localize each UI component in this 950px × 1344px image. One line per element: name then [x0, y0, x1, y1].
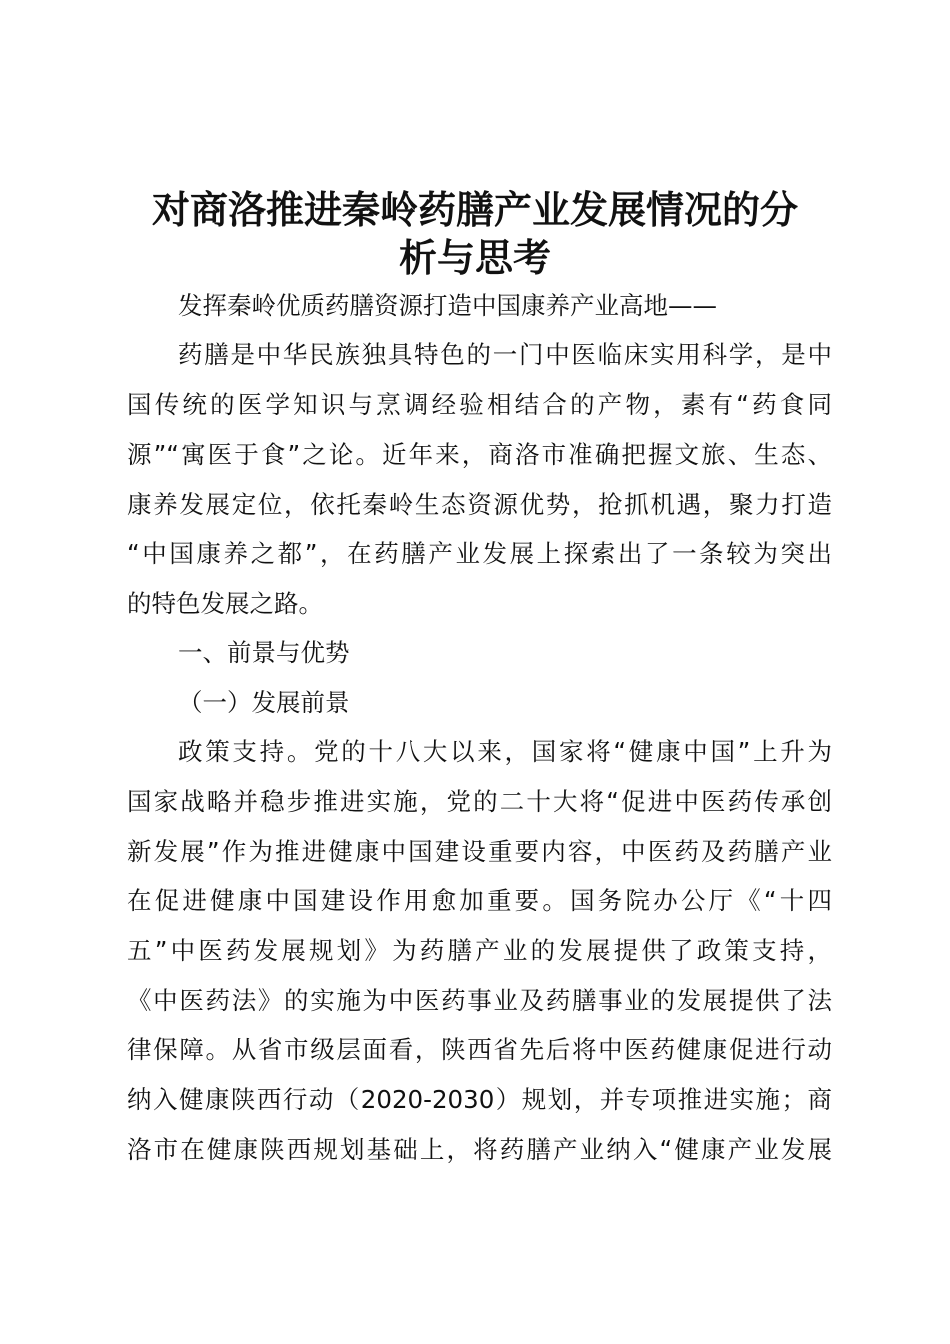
paragraph-1-line: 药膳是中华民族独具特色的一门中医临床实用科学，是中	[178, 340, 832, 369]
subsection-heading: （一）发展前景	[178, 688, 350, 717]
paragraph-1-line: 源”“寓医于食”之论。近年来，商洛市准确把握文旅、生态、	[127, 440, 832, 469]
paragraph-2-line: 新发展”作为推进健康中国建设重要内容，中医药及药膳产业	[127, 837, 832, 866]
paragraph-2-line: 在促进健康中国建设作用愈加重要。国务院办公厅《“十四	[127, 886, 832, 915]
paragraph-2-line: 政策支持。党的十八大以来，国家将“健康中国”上升为	[178, 737, 832, 766]
document-title-line-2: 析与思考	[398, 236, 551, 280]
paragraph-1-line: 国传统的医学知识与烹调经验相结合的产物，素有“药食同	[127, 390, 832, 419]
paragraph-2-line: 《中医药法》的实施为中医药事业及药膳事业的发展提供了法	[127, 986, 832, 1015]
paragraph-2-line: 洛市在健康陕西规划基础上，将药膳产业纳入“健康产业发展	[127, 1135, 832, 1164]
paragraph-2-line: 纳入健康陕西行动（2020-2030）规划，并专项推进实施；商	[127, 1085, 832, 1114]
document-title-line-1: 对商洛推进秦岭药膳产业发展情况的分	[151, 188, 798, 232]
paragraph-1-line: 的特色发展之路。	[127, 589, 323, 618]
paragraph-1-line: 康养发展定位，依托秦岭生态资源优势，抢抓机遇，聚力打造	[127, 490, 832, 519]
paragraph-1-line: “中国康养之都”，在药膳产业发展上探索出了一条较为突出	[127, 539, 832, 568]
paragraph-2-line: 国家战略并稳步推进实施，党的二十大将“促进中医药传承创	[127, 787, 832, 816]
document-subtitle: 发挥秦岭优质药膳资源打造中国康养产业高地——	[178, 291, 717, 320]
paragraph-2-line: 五”中医药发展规划》为药膳产业的发展提供了政策支持，	[127, 936, 832, 965]
paragraph-2-line: 律保障。从省市级层面看，陕西省先后将中医药健康促进行动	[127, 1035, 832, 1064]
section-heading: 一、前景与优势	[178, 638, 350, 667]
